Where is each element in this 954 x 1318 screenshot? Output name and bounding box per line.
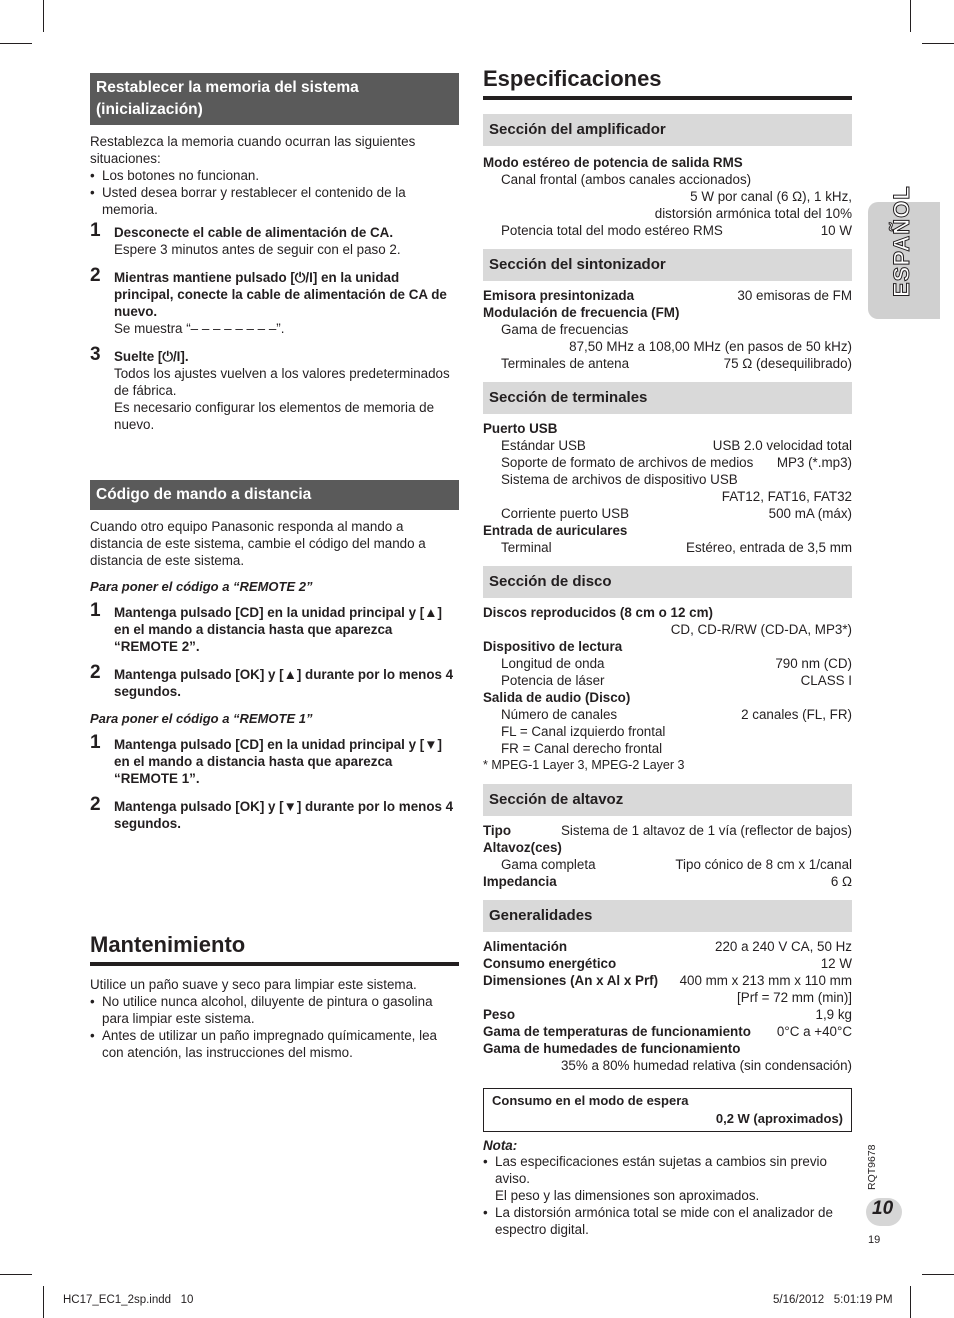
page-number: 10 bbox=[872, 1198, 894, 1219]
crop-mark bbox=[910, 1286, 911, 1318]
note-bullet: • Las especificaciones están sujetas a cambios sin previo aviso. bbox=[483, 1154, 827, 1186]
reset-bullet: • Los botones no funcionan. bbox=[90, 168, 260, 183]
tuner-section-title: Sección del sintonizador bbox=[483, 249, 852, 281]
remote-subtitle-2: Para poner el código a “REMOTE 2” bbox=[90, 579, 313, 594]
disc-section: Discos reproducidos (8 cm o 12 cm) CD, CD-R/RW (CD-DA, MP3*) Dispositivo de lectura Longitud de onda 790 nm (CD) Potencia de láser CLASS I Salida de audio (Disco) Número de canales 2 canales (FL, FR) FL = Canal izquierdo frontal FR = Canal derecho frontal * MPEG-1 Layer 3, MPEG-2 Layer 3 bbox=[483, 605, 852, 772]
note-title: Nota: bbox=[483, 1138, 518, 1153]
terminals-section-title: Sección de terminales bbox=[483, 382, 852, 414]
page-number-small: 19 bbox=[868, 1234, 881, 1246]
maintenance-title: Mantenimiento bbox=[90, 932, 459, 966]
speaker-section-title: Sección de altavoz bbox=[483, 784, 852, 816]
maintenance-bullet: • Antes de utilizar un paño impregnado químicamente, lea con atención, las instrucciones del mismo. bbox=[90, 1028, 437, 1060]
note-bullet: • La distorsión armónica total se mide con el analizador de espectro digital. bbox=[483, 1205, 833, 1237]
remote1-step-2: 2 Mantenga pulsado [OK] y [▼] durante por lo menos 4 segundos. bbox=[90, 794, 454, 831]
reset-section-title: Restablecer la memoria del sistema (inicialización) bbox=[90, 73, 459, 125]
remote-subtitle-1: Para poner el código a “REMOTE 1” bbox=[90, 711, 313, 726]
maintenance-bullet: • No utilice nunca alcohol, diluyente de pintura o gasolina para limpiar este sistema. bbox=[90, 994, 433, 1026]
crop-mark bbox=[910, 0, 911, 32]
crop-mark bbox=[43, 1286, 44, 1318]
doc-code-wrap bbox=[862, 1140, 886, 1190]
reset-intro: Restablezca la memoria cuando ocurran las siguientes situaciones: bbox=[90, 134, 416, 166]
terminals-section: Puerto USB Estándar USB USB 2.0 velocidad total Soporte de formato de archivos de medios MP3 (*.mp3) Sistema de archivos de dispositivo USB FAT12, FAT16, FAT32 Corriente puerto USB 500 mA (máx) Entrada de auriculares Terminal Estéreo, entrada de 3,5 mm bbox=[483, 421, 852, 555]
left-column bbox=[90, 73, 459, 1061]
specs-title: Especificaciones bbox=[483, 66, 852, 100]
reset-bullet: • Usted desea borrar y restablecer el contenido de la memoria. bbox=[90, 185, 406, 217]
footer-date: 5/16/2012 5:01:19 PM bbox=[773, 1294, 893, 1306]
speaker-section: Tipo Sistema de 1 altavoz de 1 vía (reflector de bajos) Altavoz(ces) Gama completa Tipo cónico de 8 cm x 1/canal Impedancia 6 Ω bbox=[483, 823, 852, 889]
note-section bbox=[483, 1138, 852, 1238]
crop-mark bbox=[0, 1274, 32, 1275]
standby-box bbox=[483, 1088, 852, 1132]
footer-file: HC17_EC1_2sp.indd 10 bbox=[63, 1294, 194, 1306]
maintenance-intro: Utilice un paño suave y seco para limpiar este sistema. bbox=[90, 977, 417, 992]
standby-label: Consumo en el modo de espera bbox=[492, 1093, 689, 1108]
language-tab-label: ESPAÑOL bbox=[889, 185, 914, 297]
amp-section: Modo estéreo de potencia de salida RMS Canal frontal (ambos canales accionados) 5 W por canal (6 Ω), 1 kHz, distorsión armónica total del 10% Potencia total del modo estéreo RMS 10 W bbox=[483, 155, 852, 238]
remote-intro: Cuando otro equipo Panasonic responda al mando a distancia de este sistema, cambie el código del mando a distancia de este sistema. bbox=[90, 519, 426, 568]
remote2-step-1: 1 Mantenga pulsado [CD] en la unidad principal y [▲] en el mando a distancia hasta que aparezca “REMOTE 2”. bbox=[90, 600, 442, 654]
general-section: Alimentación 220 a 240 V CA, 50 Hz Consumo energético 12 W Dimensiones (An x Al x Prf) 400 mm x 213 mm x 110 mm [Prf = 72 mm (min)] Peso 1,9 kg Gama de temperaturas de funcionamiento 0°C a +40°C Gama de humedades de funcionamiento 35% a 80% humedad relativa (sin condensación) bbox=[483, 939, 852, 1073]
remote-section-title: Código de mando a distancia bbox=[90, 480, 459, 510]
crop-mark bbox=[0, 43, 32, 44]
right-column bbox=[483, 66, 852, 1238]
general-section-title: Generalidades bbox=[483, 900, 852, 932]
tuner-section: Emisora presintonizada 30 emisoras de FM Modulación de frecuencia (FM) Gama de frecuencias 87,50 MHz a 108,00 MHz (en pasos de 50 kHz) Terminales de antena 75 Ω (desequilibrado) bbox=[483, 288, 852, 371]
crop-mark bbox=[922, 1274, 954, 1275]
crop-mark bbox=[922, 43, 954, 44]
remote2-step-2: 2 Mantenga pulsado [OK] y [▲] durante por lo menos 4 segundos. bbox=[90, 662, 454, 699]
standby-value: 0,2 W (aproximados) bbox=[715, 1111, 843, 1126]
reset-step-3: 3 Suelte [⏻/I]. Todos los ajustes vuelven a los valores predeterminados de fábrica. Es necesario configurar los elementos de memoria de nuevo. bbox=[90, 344, 450, 432]
reset-step-2: 2 Mientras mantiene pulsado [⏻/I] en la unidad principal, conecte la cable de alimentación de CA de nuevo. Se muestra “– – – – – – – –”. bbox=[90, 265, 447, 336]
reset-step-1: 1 Desconecte el cable de alimentación de CA. Espere 3 minutos antes de seguir con el paso 2. bbox=[90, 220, 401, 257]
disc-section-title: Sección de disco bbox=[483, 566, 852, 598]
remote1-step-1: 1 Mantenga pulsado [CD] en la unidad principal y [▼] en el mando a distancia hasta que aparezca “REMOTE 1”. bbox=[90, 732, 442, 786]
crop-mark bbox=[43, 0, 44, 32]
note-bullet-cont: El peso y las dimensiones son aproximados. bbox=[495, 1188, 760, 1203]
amp-section-title: Sección del amplificador bbox=[483, 114, 852, 146]
doc-code: RQT9678 bbox=[866, 1144, 878, 1190]
